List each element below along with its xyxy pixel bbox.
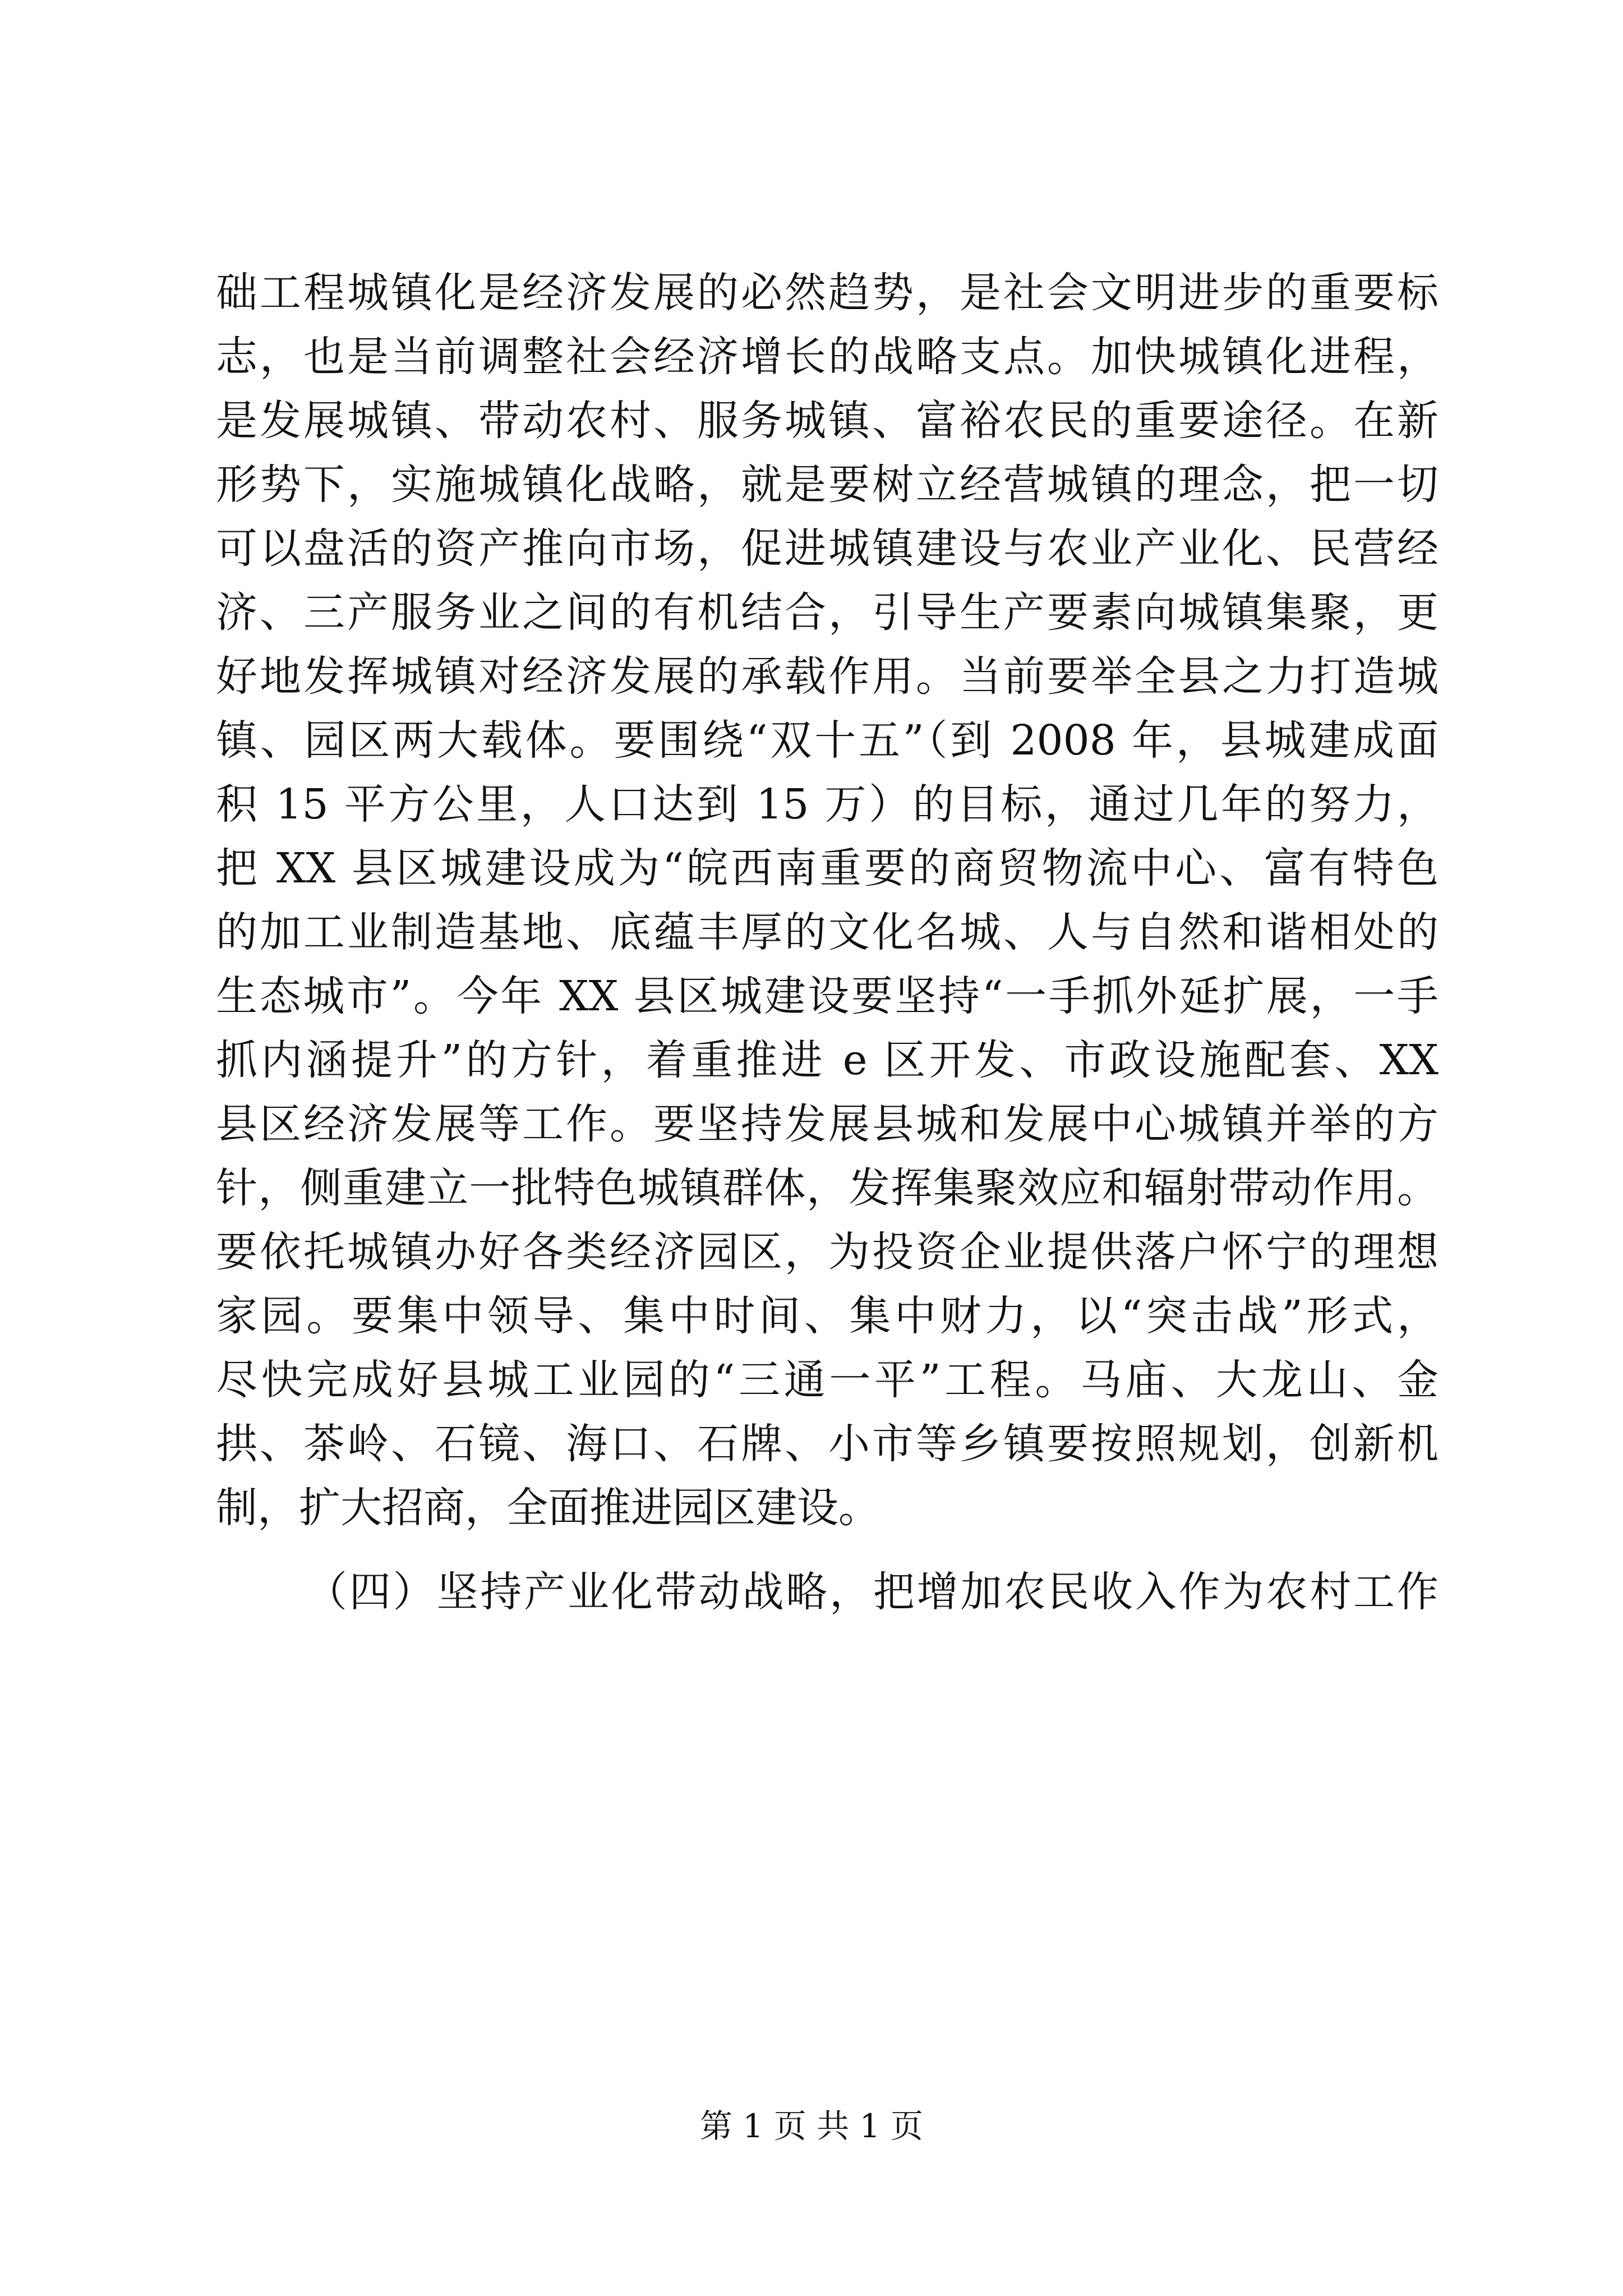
paragraph-end-line: 制，扩大招商，全面推进园区建设。 (216, 1484, 880, 1532)
text-line: 县区经济发展等工作。要坚持发展县城和发展中心城镇并举的方 (216, 1100, 1438, 1148)
body-text (216, 261, 1438, 1624)
section-heading-line: （四）坚持产业化带动战略，把增加农民收入作为农村工作 (306, 1568, 1438, 1616)
text-line: 的加工业制造基地、底蕴丰厚的文化名城、人与自然和谐相处的 (216, 908, 1438, 956)
text-line: 好地发挥城镇对经济发展的承载作用。当前要举全县之力打造城 (216, 652, 1438, 701)
text-line: 针，侧重建立一批特色城镇群体，发挥集聚效应和辐射带动作用。 (216, 1164, 1438, 1212)
text-line: 积 15 平方公里，人口达到 15 万）的目标，通过几年的努力， (216, 780, 1438, 829)
text-line: 可以盘活的资产推向市场，促进城镇建设与农业产业化、民营经 (216, 524, 1438, 573)
text-line: 础工程城镇化是经济发展的必然趋势，是社会文明进步的重要标 (216, 269, 1438, 317)
page-number-footer: 第 1 页 共 1 页 (700, 2107, 923, 2145)
text-line: 把 XX 县区城建设成为“皖西南重要的商贸物流中心、富有特色 (216, 844, 1438, 892)
text-line: 形势下，实施城镇化战略，就是要树立经营城镇的理念，把一切 (216, 461, 1438, 509)
text-line: 志，也是当前调整社会经济增长的战略支点。加快城镇化进程， (216, 333, 1438, 381)
text-line: 抓内涵提升”的方针，着重推进 e 区开发、市政设施配套、XX (216, 1036, 1438, 1084)
text-line: 要依托城镇办好各类经济园区，为投资企业提供落户怀宁的理想 (216, 1228, 1438, 1276)
text-line: 尽快完成好县城工业园的“三通一平”工程。马庙、大龙山、金 (216, 1356, 1438, 1404)
text-line: 是发展城镇、带动农村、服务城镇、富裕农民的重要途径。在新 (216, 397, 1438, 445)
text-line: 家园。要集中领导、集中时间、集中财力，以“突击战”形式， (216, 1292, 1438, 1340)
text-line: 济、三产服务业之间的有机结合，引导生产要素向城镇集聚，更 (216, 588, 1438, 637)
text-line: 拱、茶岭、石镜、海口、石牌、小市等乡镇要按照规划，创新机 (216, 1420, 1438, 1468)
text-line: 生态城市”。今年 XX 县区城建设要坚持“一手抓外延扩展，一手 (216, 972, 1438, 1020)
text-line: 镇、园区两大载体。要围绕“双十五”（到 2008 年，县城建成面 (216, 716, 1438, 765)
